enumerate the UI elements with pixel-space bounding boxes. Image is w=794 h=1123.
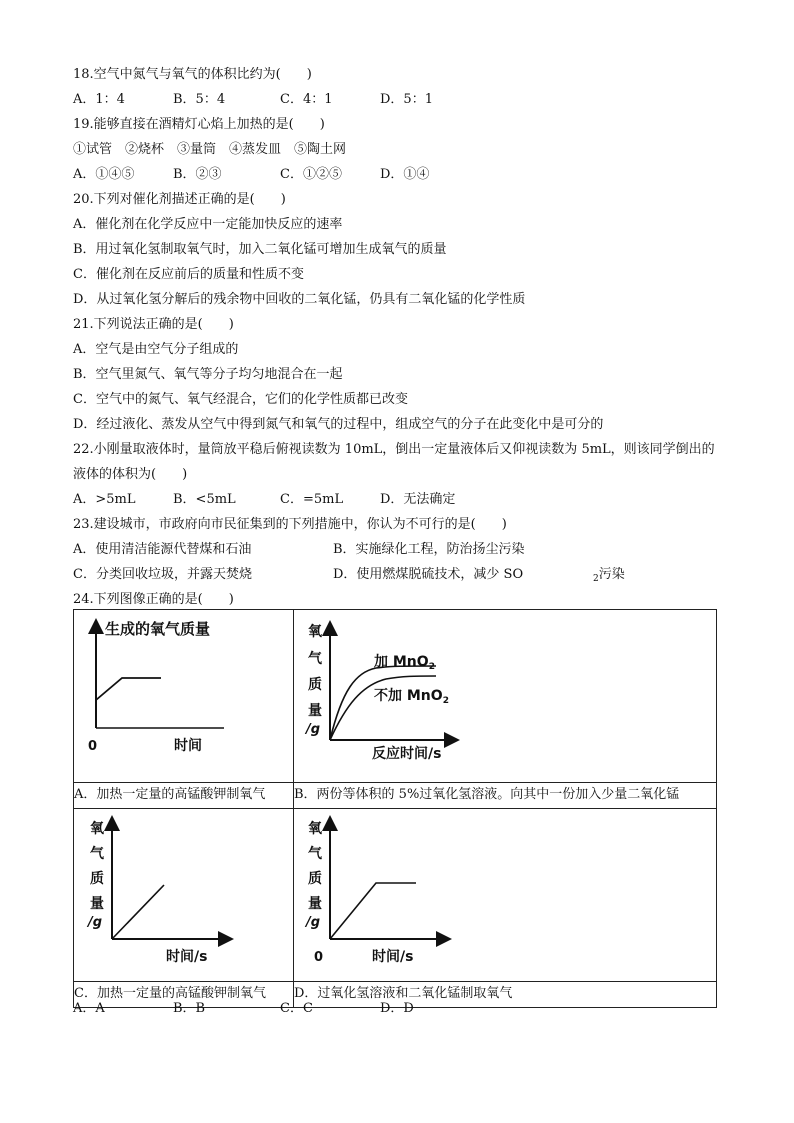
q21-option-a: A．空气是由空气分子组成的	[73, 342, 239, 357]
q23-option-c: C．分类回收垃圾，并露天焚烧	[73, 567, 252, 582]
q24-option-d: D．D	[380, 1001, 414, 1016]
q19-option-a: A．①④⑤	[73, 167, 135, 182]
graph-b-curve-no-mno2	[330, 676, 436, 740]
graph-c-ylabel-1: 气	[90, 846, 104, 862]
q21-option-b: B．空气里氮气、氧气等分子均匀地混合在一起	[73, 367, 343, 382]
graph-b-ylabel-1: 气	[308, 651, 322, 667]
q20-option-c: C．催化剂在反应前后的质量和性质不变	[73, 267, 304, 282]
q18-option-a: A．1：4	[73, 92, 125, 107]
graph-b-cell	[294, 610, 717, 783]
graph-b-label-mno2-text: 加 MnO	[374, 654, 429, 670]
graph-c-caption: C．加热一定量的高锰酸钾制氧气	[74, 982, 294, 1008]
graph-b	[294, 610, 716, 778]
graph-d-curve	[330, 883, 416, 939]
graph-a-ylabel: 生成的氧气质量	[105, 620, 211, 638]
graph-b-label-mno2-sub: 2	[428, 662, 435, 672]
q20-stem: 20.下列对催化剂描述正确的是( )	[73, 192, 286, 207]
q18-options	[73, 87, 723, 112]
q18-option-d: D．5：1	[380, 92, 433, 107]
graph-b-ylabel-2: 质	[308, 677, 322, 693]
graph-c-ylabel-4: /g	[88, 915, 103, 930]
graph-d-ylabel-0: 氧	[308, 821, 322, 837]
graph-d-xlabel: 时间/s	[372, 949, 414, 965]
graph-c-ylabel-2: 质	[90, 871, 104, 887]
question-page	[73, 62, 723, 612]
q19-items: ①试管 ②烧杯 ③量筒 ④蒸发皿 ⑤陶土网	[73, 142, 347, 157]
q19-option-b: B．②③	[173, 167, 222, 182]
q23-options-row1	[73, 537, 723, 562]
graph-c-curve	[112, 885, 164, 939]
graph-c-xlabel: 时间/s	[166, 949, 208, 965]
q24-option-b: B．B	[173, 1001, 206, 1016]
graph-a-curve	[96, 678, 161, 700]
q19-option-c: C．①②⑤	[280, 167, 342, 182]
q20-option-b: B．用过氧化氢制取氧气时，加入二氧化锰可增加生成氧气的质量	[73, 242, 447, 257]
q23-options-row2	[73, 562, 723, 587]
q24-option-c: C．C	[280, 1001, 313, 1016]
graph-b-label-no-mno2-text: 不加 MnO	[374, 688, 443, 704]
q22-options	[73, 487, 723, 512]
graph-d-ylabel-1: 气	[308, 846, 322, 862]
graph-a-cell	[74, 610, 294, 783]
q24-option-a: A．A	[73, 1001, 105, 1016]
graph-d-cell	[294, 809, 717, 982]
graph-b-label-mno2	[374, 654, 435, 672]
q22-option-d: D．无法确定	[380, 492, 456, 507]
q23-option-a: A．使用清洁能源代替煤和石油	[73, 542, 252, 557]
q23-option-b: B．实施绿化工程，防治扬尘污染	[333, 542, 525, 557]
graph-c	[74, 809, 293, 977]
q18-option-c: C．4：1	[280, 92, 333, 107]
graph-b-ylabel-3: 量	[308, 703, 322, 719]
graph-b-label-no-mno2-sub: 2	[442, 696, 449, 706]
q23-option-d-text: D．使用燃煤脱硫技术，减少 SO	[333, 567, 524, 582]
q21-option-d: D．经过液化、蒸发从空气中得到氮气和氧气的过程中，组成空气的分子在此变化中是可分的	[73, 417, 604, 432]
graph-c-cell	[74, 809, 294, 982]
q22-option-a: A．>5mL	[73, 492, 136, 507]
graph-b-ylabel-4: /g	[306, 722, 321, 737]
graph-d-origin: 0	[314, 950, 324, 965]
graph-d	[294, 809, 716, 977]
q18-option-b: B．5：4	[173, 92, 226, 107]
q18-stem: 18.空气中氮气与氧气的体积比约为( )	[73, 67, 312, 82]
graph-b-ylabel-0: 氧	[308, 624, 322, 640]
q20-option-d: D．从过氧化氢分解后的残余物中回收的二氧化锰，仍具有二氧化锰的化学性质	[73, 292, 526, 307]
graph-d-ylabel-4: /g	[306, 915, 321, 930]
graph-c-ylabel-0: 氧	[90, 821, 104, 837]
q19-stem: 19.能够直接在酒精灯心焰上加热的是( )	[73, 117, 325, 132]
graph-a-caption: A．加热一定量的高锰酸钾制氧气	[74, 783, 294, 809]
graph-d-caption: D．过氧化氢溶液和二氧化锰制取氧气	[294, 982, 717, 1008]
q20-option-a: A．催化剂在化学反应中一定能加快反应的速率	[73, 217, 343, 232]
q19-option-d: D．①④	[380, 167, 430, 182]
q22-option-c: C．=5mL	[280, 492, 344, 507]
graph-b-caption: B．两份等体积的 5%过氧化氢溶液。向其中一份加入少量二氧化锰	[294, 783, 717, 809]
graph-table	[73, 609, 717, 1008]
q23-option-d-tail: 污染	[598, 567, 625, 582]
graph-a-origin: 0	[88, 739, 98, 754]
graph-d-ylabel-3: 量	[308, 896, 322, 912]
q21-stem: 21.下列说法正确的是( )	[73, 317, 234, 332]
q24-stem: 24.下列图像正确的是( )	[73, 592, 234, 607]
q24-options	[73, 996, 414, 1021]
q23-option-d-sub: 2	[593, 574, 599, 584]
q19-options	[73, 162, 723, 187]
q23-stem: 23.建设城市，市政府向市民征集到的下列措施中，你认为不可行的是( )	[73, 517, 507, 532]
graph-a-xlabel: 时间	[174, 738, 202, 754]
graph-b-label-no-mno2	[374, 688, 449, 706]
graph-b-xlabel: 反应时间/s	[372, 746, 442, 762]
graph-a	[74, 610, 293, 778]
q21-option-c: C．空气中的氮气、氧气经混合，它们的化学性质都已改变	[73, 392, 408, 407]
q22-stem: 22.小刚量取液体时，量筒放平稳后俯视读数为 10mL，倒出一定量液体后又仰视读数为 5mL，则该同学倒出的液体的体积为( )	[73, 442, 715, 482]
graph-d-ylabel-2: 质	[308, 871, 322, 887]
q22-option-b: B．<5mL	[173, 492, 236, 507]
graph-c-ylabel-3: 量	[90, 896, 104, 912]
q23-option-d	[333, 562, 625, 587]
